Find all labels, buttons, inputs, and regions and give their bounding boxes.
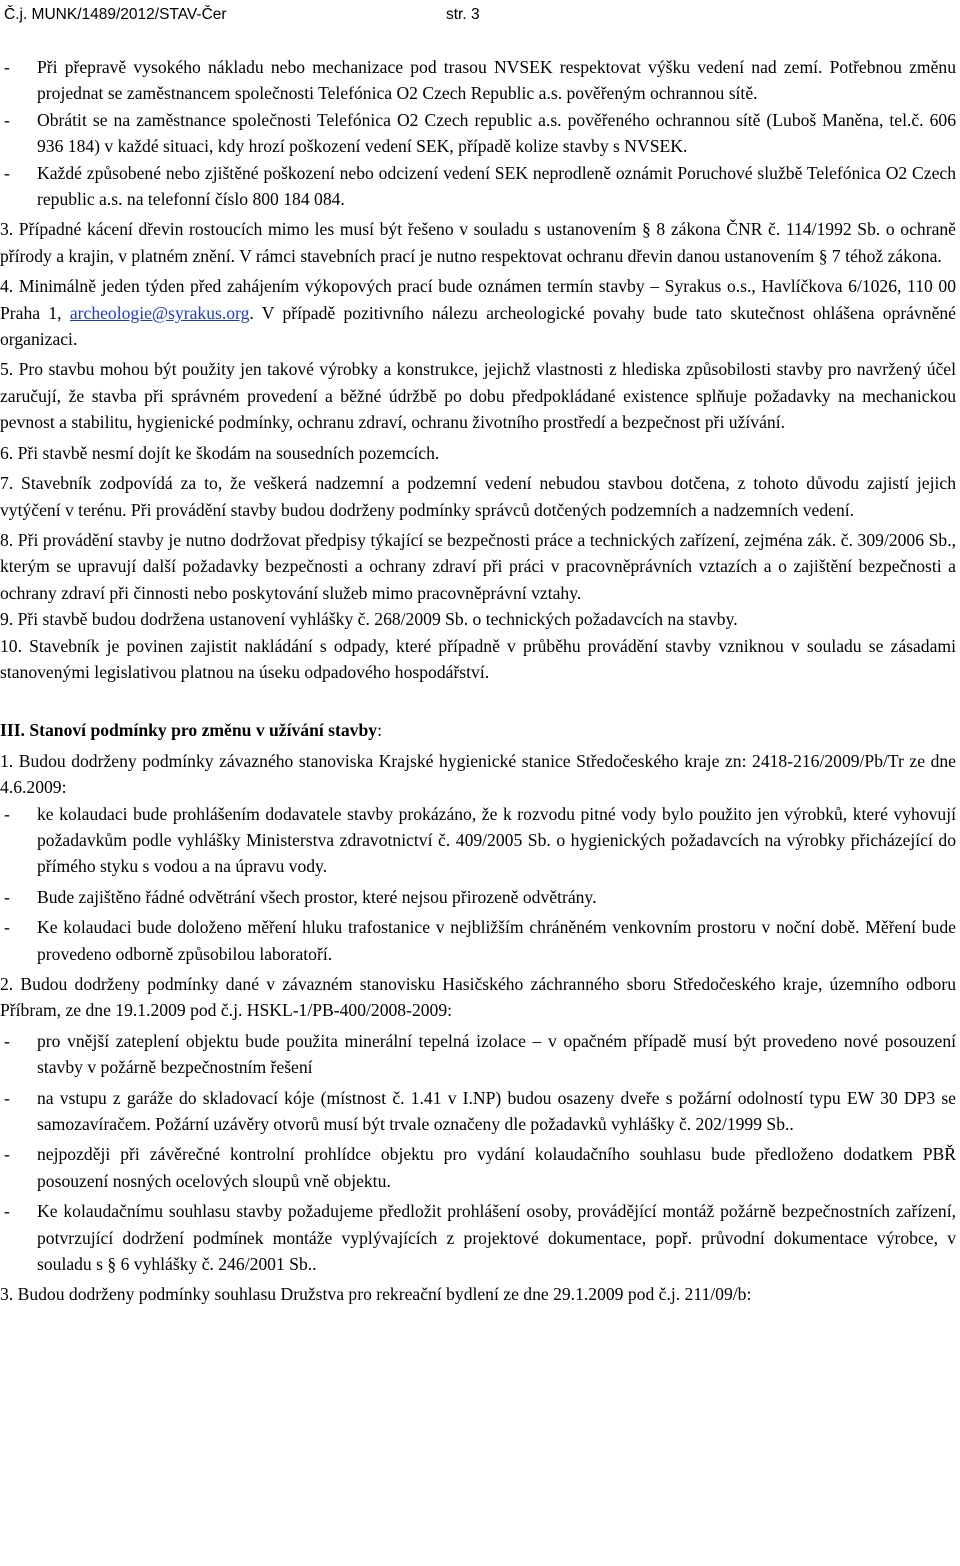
- document-body: [0, 54, 956, 1308]
- use-condition-1: 1. Budou dodrženy podmínky závazného stanoviska Krajské hygienické stanice Středočeského kraje zn: 2418-216/2009/Pb/Tr ze dne 4.6.2009:: [0, 750, 956, 798]
- condition-3: 3. Případné kácení dřevin rostoucích mimo les musí být řešeno v souladu s ustanovením § 8 zákona ČNR č. 114/1992 Sb. o ochraně přírody a krajin, v platném znění. V rámci stavebních prací je nutno respektovat ochranu dřevin danou ustanovením § 7 téhož zákona.: [0, 219, 956, 266]
- list-item: - Obrátit se na zaměstnance společnosti Telefónica O2 Czech republic a.s. pověřeného ochrannou sítě (Luboš Maněna, tel.č. 606 936 184) v každé situaci, kdy hrozí poškození vedení SEK, případě kolize stavby s NVSEK.: [4, 109, 956, 157]
- condition-8: 8. Při provádění stavby je nutno dodržovat předpisy týkající se bezpečnosti práce a technických zařízení, zejména zák. č. 309/2006 Sb., kterým se upravují další požadavky bezpečnosti a ochrany zdraví při práci v pracovněprávních vztazích a o zajištění bezpečnosti a ochrany zdraví při činnosti nebo poskytování služeb mimo pracovněprávní vztahy.: [0, 529, 956, 603]
- list-item: - na vstupu z garáže do skladovací kóje (místnost č. 1.41 v I.NP) budou osazeny dveře s požární odolností typu EW 30 DP3 se samozavíračem. Požární uzávěry otvorů musí být trvale označeny dle požadavků vyhlášky č. 202/1999 Sb..: [4, 1087, 956, 1135]
- use-condition-2: 2. Budou dodrženy podmínky dané v závazném stanovisku Hasičského záchranného sboru Středočeského kraje, územního odboru Příbram, ze dne 19.1.2009 pod č.j. HSKL-1/PB-400/2008-2009:: [0, 974, 956, 1021]
- list-item: - Ke kolaudačnímu souhlasu stavby požadujeme předložit prohlášení osoby, provádějící montáž požárně bezpečnostních zařízení, potvrzující dodržení podmínek montáže vyplývajících z projektové dokumentace, popř. průvodní dokumentace výrobce, v souladu s § 6 vyhlášky č. 246/2001 Sb..: [4, 1201, 956, 1275]
- condition-5: 5. Pro stavbu mohou být použity jen takové výrobky a konstrukce, jejichž vlastnosti z hlediska způsobilosti stavby pro navržený účel zaručují, že stavba při správném provedení a běžné údržbě po dobu předpokládané existence splňuje požadavky na mechanickou pevnost a stabilitu, hygienické podmínky, ochranu zdraví, ochranu životního prostředí a bezpečnost při užívání.: [0, 359, 956, 433]
- page-number: str. 3: [446, 6, 480, 23]
- list-item: - Každé způsobené nebo zjištěné poškození nebo odcizení vedení SEK neprodleně oznámit Poruchové službě Telefónica O2 Czech republic a.s. na telefonní číslo 800 184 084.: [4, 162, 956, 210]
- list-item: - ke kolaudaci bude prohlášením dodavatele stavby prokázáno, že k rozvodu pitné vody bylo použito jen výrobků, které vyhovují požadavkům podle vyhlášky Ministerstva zdravotnictví č. 409/2005 Sb. o hygienických požadavcích na výrobky přicházející do přímého styku s vodou a na úpravu vody.: [4, 803, 956, 877]
- list-item: - Ke kolaudaci bude doloženo měření hluku trafostanice v nejbližším chráněném venkovním prostoru v noční době. Měření bude provedeno odborně způsobilou laboratoří.: [4, 917, 956, 964]
- list-item: - Bude zajištěno řádné odvětrání všech prostor, které nejsou přirozeně odvětrány.: [4, 886, 597, 907]
- condition-9: 9. Při stavbě budou dodržena ustanovení vyhlášky č. 268/2009 Sb. o technických požadavcích na stavby.: [0, 609, 738, 630]
- condition-6: 6. Při stavbě nesmí dojít ke škodám na sousedních pozemcích.: [0, 442, 440, 463]
- condition-10: 10. Stavebník je povinen zajistit nakládání s odpady, které případně v průběhu provádění stavby vzniknou v souladu se zásadami stanovenými legislativou platnou na úseku odpadového hospodářství.: [0, 635, 956, 682]
- section-sign: §: [107, 1254, 117, 1275]
- email-link[interactable]: archeologie@syrakus.org: [69, 302, 250, 323]
- list-item: - nejpozději při závěrečné kontrolní prohlídce objektu pro vydání kolaudačního souhlasu bude předloženo dodatkem PBŘ posouzení nosných ocelových sloupů vně objektu.: [4, 1144, 956, 1191]
- use-condition-3: 3. Budou dodrženy podmínky souhlasu Družstva pro rekreační bydlení ze dne 29.1.2009 pod č.j. 211/09/b:: [0, 1284, 752, 1305]
- list-item: - Při přepravě vysokého nákladu nebo mechanizace pod trasou NVSEK respektovat výšku vedení nad zemí. Potřebnou změnu projednat se zaměstnancem společnosti Telefónica O2 Czech Republic a.s. pověřeným ochrannou sítě.: [4, 57, 956, 104]
- section-sign: §: [818, 245, 828, 266]
- condition-4: 4. Minimálně jeden týden před zahájením výkopových prací bude oznámen termín stavby – Syrakus o.s., Havlíčkova 6/1026, 110 00 Praha 1, archeologie@syrakus.org. V případě pozitivního nálezu archeologické povahy bude tato skutečnost ohlášena oprávněné organizaci.: [0, 276, 956, 350]
- condition-7: 7. Stavebník zodpovídá za to, že veškerá nadzemní a podzemní vedení nebudou stavbou dotčena, z tohoto důvodu zajistí jejich vytýčení v terénu. Při provádění stavby budou dodrženy podmínky správců dotčených podzemních a nadzemních vedení.: [0, 473, 956, 520]
- list-item: - pro vnější zateplení objektu bude použita minerální tepelná izolace – v opačném případě musí být provedeno nové posouzení stavby v požárně bezpečnostním řešení: [4, 1030, 956, 1078]
- section-sign: §: [642, 219, 651, 240]
- reference-number: Č.j. MUNK/1489/2012/STAV-Čer: [4, 6, 227, 23]
- page-header: [4, 2, 944, 26]
- section-heading: III. Stanoví podmínky pro změnu v užívání stavby:: [0, 720, 382, 741]
